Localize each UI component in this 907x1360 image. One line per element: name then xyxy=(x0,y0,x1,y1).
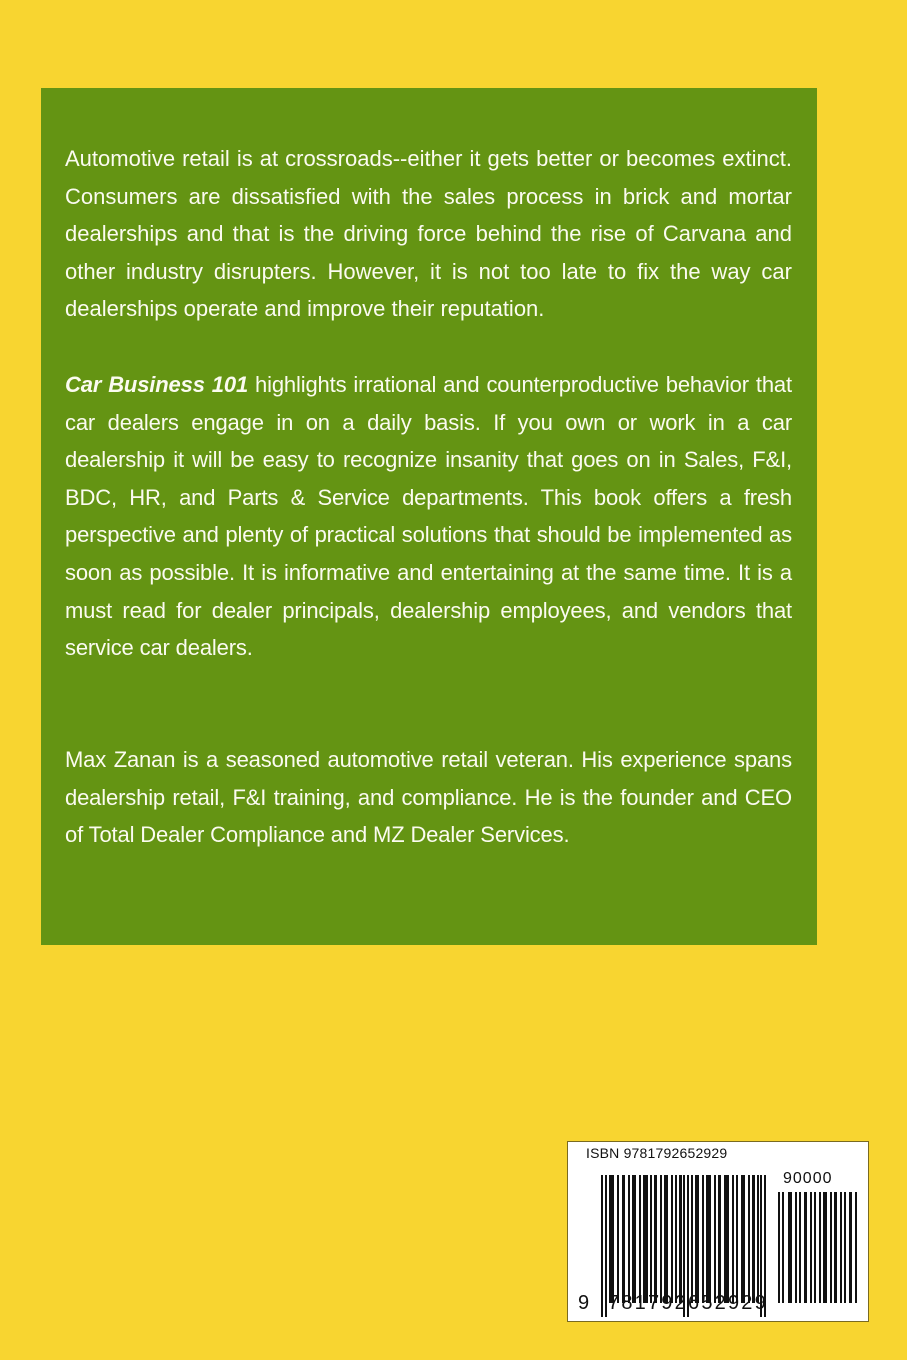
ean-left-digits: 781792 xyxy=(608,1292,688,1314)
ean-first-digit: 9 xyxy=(578,1292,592,1314)
isbn-barcode xyxy=(567,1141,869,1322)
blurb-paragraph-author: Max Zanan is a seasoned automotive retail veteran. His experience spans dealership retail, F&I training, and compliance. He is the founder and CEO of Total Dealer Compliance and MZ Dealer Services. xyxy=(65,747,792,848)
book-title: Car Business 101 xyxy=(65,372,249,397)
blurb-paragraph-intro: Automotive retail is at crossroads--either it gets better or becomes extinct. Consumers are dissatisfied with the sales process in brick and mortar dealerships and that is the driving force behind the rise of Carvana and other industry disrupters. However, it is not too late to fix the way car dealerships operate and improve their reputation. xyxy=(65,146,792,322)
isbn-label: ISBN 9781792652929 xyxy=(586,1145,728,1161)
price-addon-label: 90000 xyxy=(783,1170,833,1187)
ean-right-digits: 652929 xyxy=(688,1292,768,1314)
blurb-panel xyxy=(41,88,817,945)
blurb-paragraph-book: Car Business 101 highlights irrational and counterproductive behavior that car dealers engage in on a daily basis. If you own or work in a car dealership it will be easy to recognize insanity that goes on in Sales, F&I, BDC, HR, and Parts & Service departments. This book offers a fresh perspective and plenty of practical solutions that should be implemented as soon as possible. It is informative and entertaining at the same time. It is a must read for dealer principals, dealership employees, and vendors that service car dealers. xyxy=(65,372,792,661)
